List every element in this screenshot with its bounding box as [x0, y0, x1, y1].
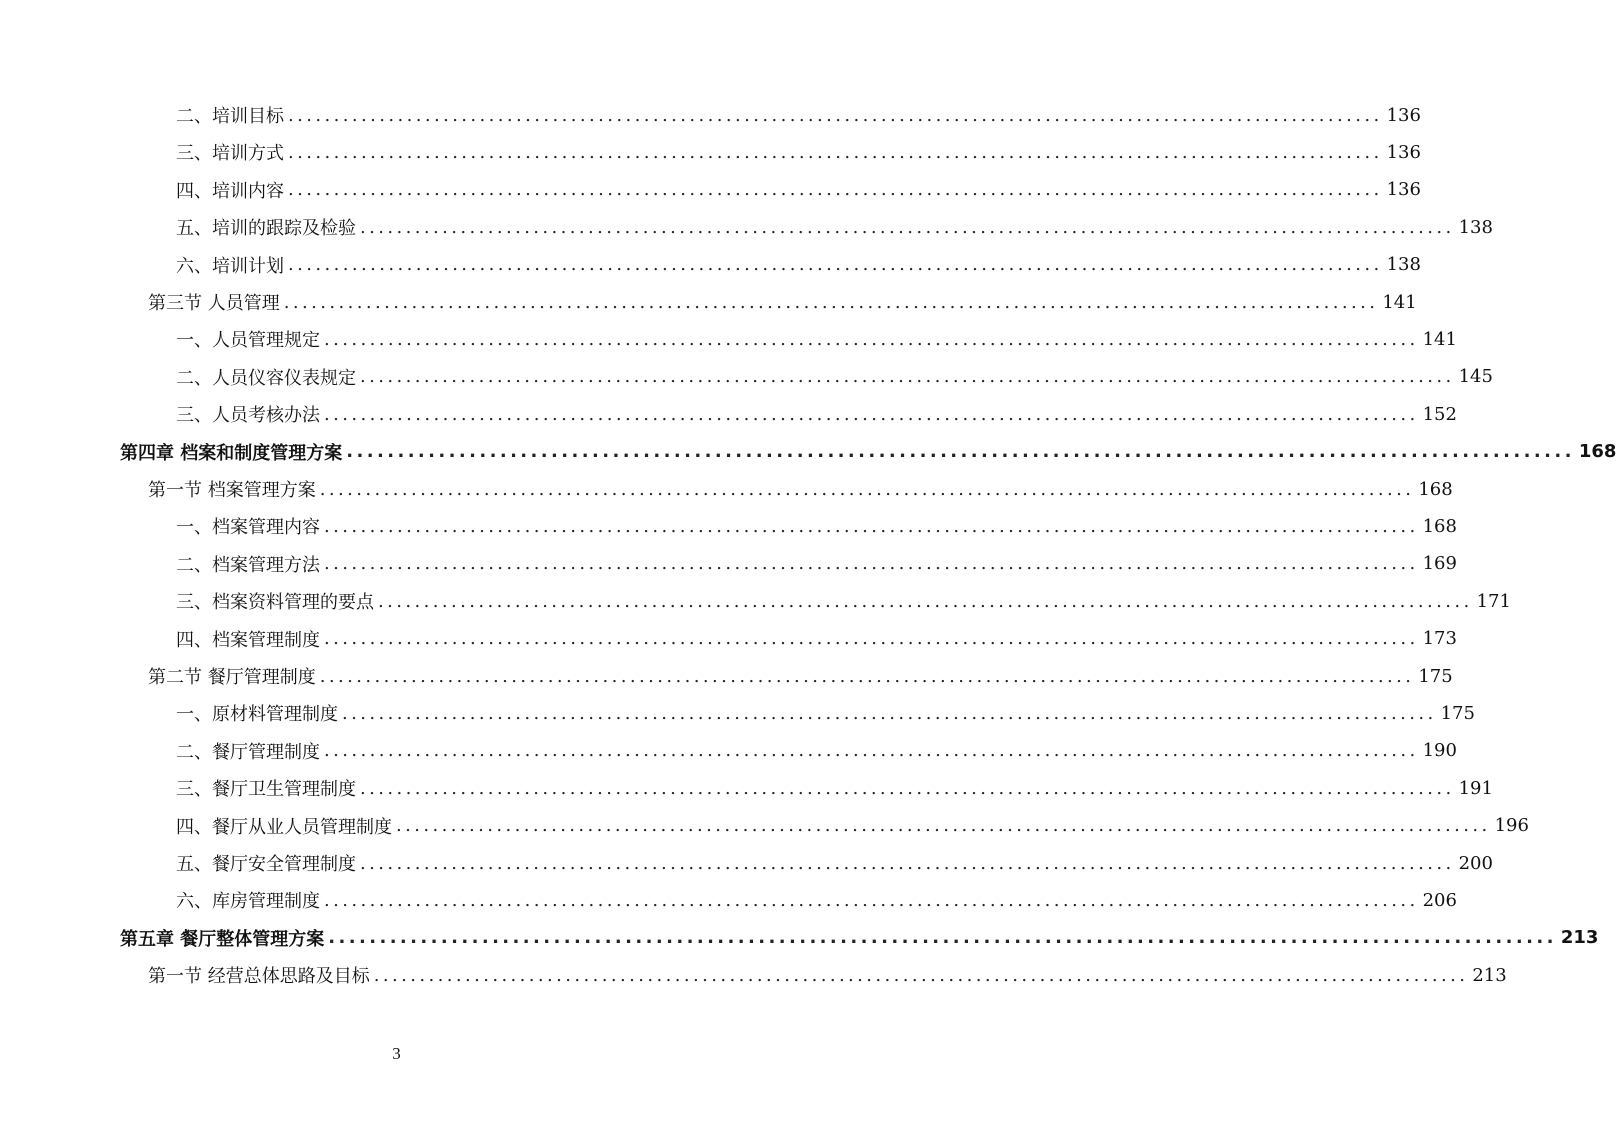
toc-entry-title: 二、培训目标 — [176, 106, 284, 127]
toc-dot-leader: ........................................................................................................................ — [319, 665, 1415, 687]
toc-entry-page: 190 — [1422, 740, 1457, 762]
toc-dot-leader: ........................................................................................................................ — [324, 403, 1419, 425]
toc-entry-title: 五、培训的跟踪及检验 — [176, 218, 356, 240]
toc-dot-leader: ........................................................................................................................ — [319, 478, 1415, 500]
toc-subsection-entry[interactable] — [176, 549, 1457, 579]
toc-entry-title: 第四章 档案和制度管理方案 — [120, 442, 343, 464]
toc-dot-leader: ........................................................................................................................ — [373, 964, 1469, 986]
toc-dot-leader: ........................................................................................................................ — [378, 590, 1473, 612]
toc-entry-title: 四、培训内容 — [176, 180, 284, 202]
toc-entry-page: 196 — [1494, 815, 1529, 837]
toc-entry-title: 一、原材料管理制度 — [176, 704, 338, 726]
toc-subsection-entry[interactable] — [176, 175, 1421, 205]
toc-subsection-entry[interactable] — [176, 324, 1457, 354]
toc-dot-leader: ........................................................................................................................ — [283, 291, 1379, 313]
toc-entry-title: 第一节 档案管理方案 — [148, 480, 316, 501]
toc-dot-leader: ........................................................................................................................ — [396, 815, 1491, 837]
toc-dot-leader: ........................................................................................................................ — [360, 852, 1455, 874]
toc-entry-title: 第二节 餐厅管理制度 — [148, 667, 316, 688]
toc-entry-page: 141 — [1422, 328, 1457, 350]
toc-entry-title: 一、人员管理规定 — [176, 330, 320, 352]
toc-subsection-entry[interactable] — [176, 586, 1511, 616]
toc-dot-leader: ........................................................................................................................ — [342, 702, 1437, 724]
toc-section-entry[interactable] — [148, 287, 1417, 317]
toc-subsection-entry[interactable] — [176, 885, 1457, 915]
toc-entry-page: 191 — [1458, 777, 1493, 799]
toc-entry-page: 169 — [1422, 553, 1457, 575]
toc-section-entry[interactable] — [148, 474, 1453, 504]
toc-entry-page: 175 — [1440, 702, 1475, 724]
toc-entry-page: 200 — [1458, 852, 1493, 874]
toc-entry-title: 四、档案管理制度 — [176, 629, 320, 651]
toc-entry-title: 二、人员仪容仪表规定 — [176, 367, 356, 389]
toc-entry-page: 173 — [1422, 628, 1457, 650]
toc-subsection-entry[interactable] — [176, 362, 1493, 392]
toc-dot-leader: ........................................................................................................................ — [346, 441, 1575, 463]
toc-subsection-entry[interactable] — [176, 250, 1421, 280]
toc-entry-page: 138 — [1458, 216, 1493, 238]
toc-subsection-entry[interactable] — [176, 624, 1457, 654]
toc-entry-page: 141 — [1382, 291, 1417, 313]
toc-entry-title: 二、档案管理方法 — [176, 554, 320, 576]
toc-entry-page: 168 — [1578, 441, 1616, 463]
toc-section-entry[interactable] — [148, 960, 1507, 990]
toc-entry-title: 五、餐厅安全管理制度 — [176, 854, 356, 875]
toc-dot-leader: ........................................................................................................................ — [324, 553, 1419, 575]
toc-entry-title: 四、餐厅从业人员管理制度 — [176, 816, 392, 838]
toc-entry-page: 171 — [1476, 590, 1511, 612]
toc-entry-title: 三、人员考核办法 — [176, 405, 320, 427]
toc-dot-leader: ........................................................................................................................ — [328, 927, 1557, 949]
toc-subsection-entry[interactable] — [176, 100, 1421, 130]
toc-dot-leader: ........................................................................................................................ — [288, 254, 1383, 276]
toc-subsection-entry[interactable] — [176, 811, 1529, 841]
toc-chapter-entry[interactable] — [120, 437, 1616, 467]
toc-chapter-entry[interactable] — [120, 923, 1599, 953]
toc-entry-page: 136 — [1386, 141, 1421, 163]
toc-subsection-entry[interactable] — [176, 848, 1493, 878]
toc-entry-page: 168 — [1418, 478, 1453, 500]
toc-entry-title: 第五章 餐厅整体管理方案 — [120, 928, 325, 950]
toc-subsection-entry[interactable] — [176, 736, 1457, 766]
toc-entry-title: 二、餐厅管理制度 — [176, 741, 320, 763]
toc-subsection-entry[interactable] — [176, 137, 1421, 167]
toc-dot-leader: ........................................................................................................................ — [324, 740, 1419, 762]
page-number: 3 — [392, 1044, 401, 1063]
toc-entry-page: 138 — [1386, 254, 1421, 276]
toc-entry-page: 145 — [1458, 366, 1493, 388]
toc-subsection-entry[interactable] — [176, 399, 1457, 429]
toc-entry-title: 六、库房管理制度 — [176, 891, 320, 913]
toc-dot-leader: ........................................................................................................................ — [324, 328, 1419, 350]
toc-entry-title: 第三节 人员管理 — [148, 293, 280, 314]
toc-subsection-entry[interactable] — [176, 698, 1475, 728]
toc-dot-leader: ........................................................................................................................ — [288, 179, 1383, 201]
toc-entry-title: 六、培训计划 — [176, 255, 284, 277]
toc-subsection-entry[interactable] — [176, 212, 1493, 242]
toc-entry-title: 三、培训方式 — [176, 143, 284, 165]
toc-entry-title: 一、档案管理内容 — [176, 517, 320, 539]
toc-entry-page: 175 — [1418, 665, 1453, 687]
toc-dot-leader: ........................................................................................................................ — [324, 628, 1419, 650]
toc-entry-page: 168 — [1422, 515, 1457, 537]
toc-dot-leader: ........................................................................................................................ — [360, 366, 1455, 388]
toc-dot-leader: ........................................................................................................................ — [360, 216, 1455, 238]
toc-section-entry[interactable] — [148, 661, 1453, 691]
toc-subsection-entry[interactable] — [176, 773, 1493, 803]
toc-entry-page: 213 — [1560, 927, 1599, 949]
toc-dot-leader: ........................................................................................................................ — [324, 515, 1419, 537]
toc-dot-leader: ........................................................................................................................ — [360, 777, 1455, 799]
toc-entry-page: 136 — [1386, 179, 1421, 201]
toc-entry-title: 第一节 经营总体思路及目标 — [148, 966, 370, 988]
toc-entry-page: 152 — [1422, 403, 1457, 425]
toc-entry-page: 213 — [1472, 964, 1507, 986]
toc-entry-page: 206 — [1422, 889, 1457, 911]
toc-entry-page: 136 — [1386, 104, 1421, 126]
toc-dot-leader: ........................................................................................................................ — [288, 104, 1383, 126]
toc-entry-title: 三、档案资料管理的要点 — [176, 592, 374, 614]
toc-dot-leader: ........................................................................................................................ — [324, 889, 1419, 911]
toc-entry-title: 三、餐厅卫生管理制度 — [176, 779, 356, 801]
toc-subsection-entry[interactable] — [176, 511, 1457, 541]
toc-dot-leader: ........................................................................................................................ — [288, 141, 1383, 163]
